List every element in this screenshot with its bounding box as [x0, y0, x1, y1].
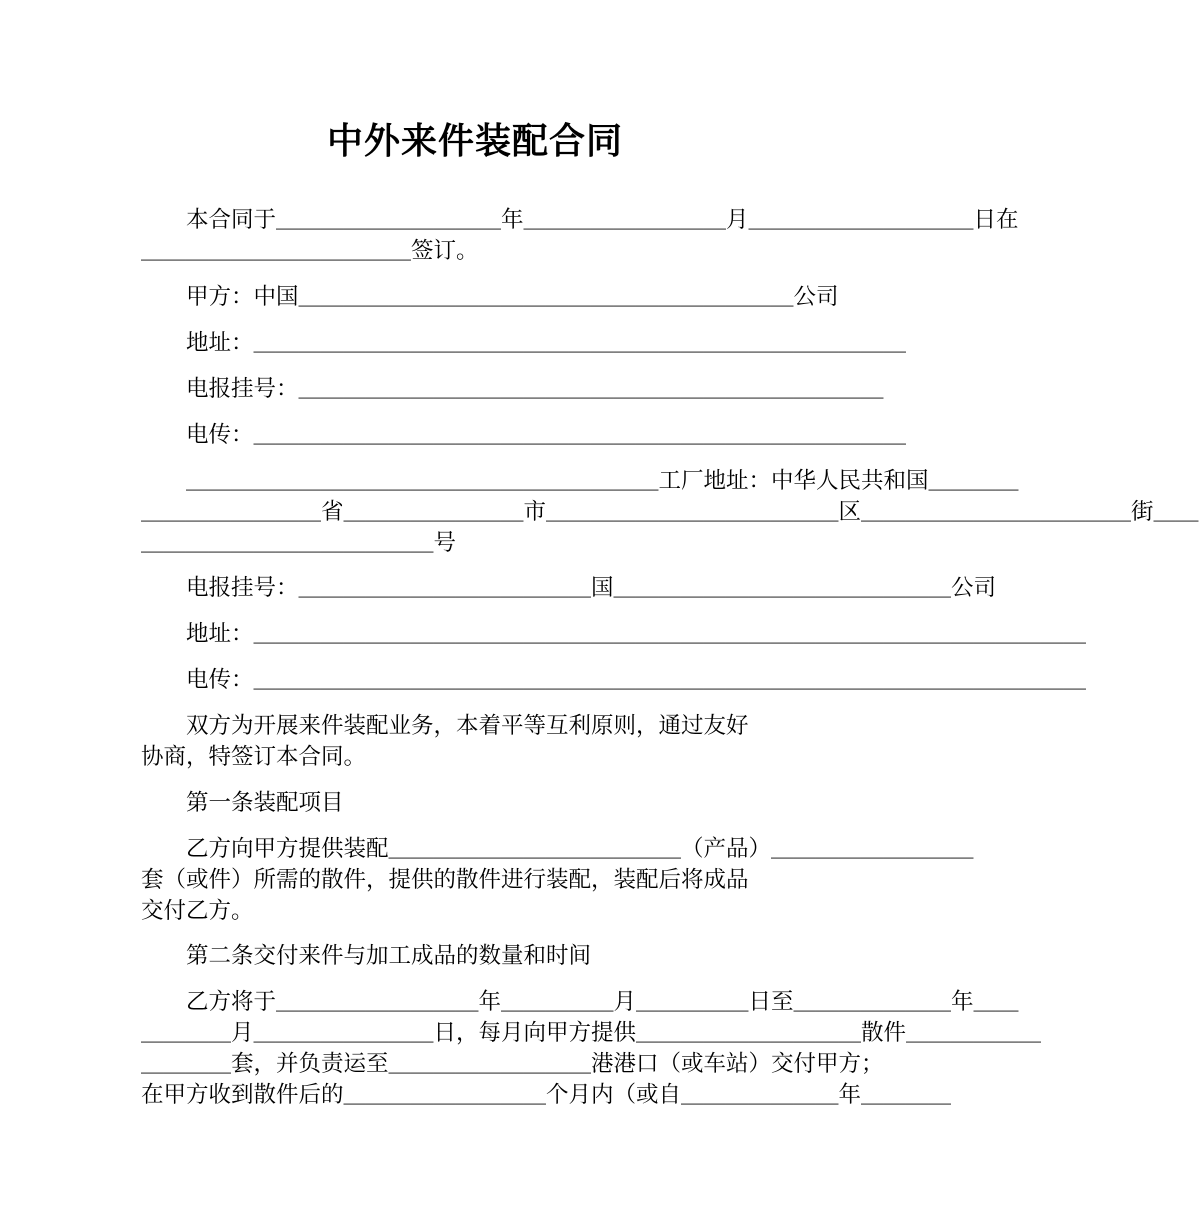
paragraph-line: 本合同于＿＿＿＿＿＿＿＿＿＿年＿＿＿＿＿＿＿＿＿月＿＿＿＿＿＿＿＿＿＿日在 — [141, 207, 1019, 233]
paragraph-line: 套（或件）所需的散件，提供的散件进行装配，装配后将成品 — [141, 867, 749, 893]
paragraph-line: 地址：＿＿＿＿＿＿＿＿＿＿＿＿＿＿＿＿＿＿＿＿＿＿＿＿＿＿＿＿＿＿＿＿＿＿＿＿＿ — [141, 621, 1087, 647]
paragraph-line: 乙方将于＿＿＿＿＿＿＿＿＿年＿＿＿＿＿月＿＿＿＿＿日至＿＿＿＿＿＿＿年＿＿ — [141, 989, 1019, 1015]
paragraph-line: 电报挂号：＿＿＿＿＿＿＿＿＿＿＿＿＿国＿＿＿＿＿＿＿＿＿＿＿＿＿＿＿公司 — [141, 575, 997, 601]
page-title: 中外来件装配合同 — [326, 121, 623, 162]
paragraph-line: ＿＿＿＿＿＿＿＿＿＿＿＿＿号 — [141, 530, 457, 556]
paragraph-line: 甲方：中国＿＿＿＿＿＿＿＿＿＿＿＿＿＿＿＿＿＿＿＿＿＿公司 — [141, 284, 839, 310]
section-heading: 第一条装配项目 — [141, 790, 344, 816]
paragraph-line: ＿＿＿＿月＿＿＿＿＿＿＿＿日，每月向甲方提供＿＿＿＿＿＿＿＿＿＿散件＿＿＿＿＿＿ — [141, 1020, 1042, 1046]
paragraph-line: 电传：＿＿＿＿＿＿＿＿＿＿＿＿＿＿＿＿＿＿＿＿＿＿＿＿＿＿＿＿＿＿＿＿＿＿＿＿＿ — [141, 667, 1087, 693]
paragraph-line: 电传：＿＿＿＿＿＿＿＿＿＿＿＿＿＿＿＿＿＿＿＿＿＿＿＿＿＿＿＿＿ — [141, 422, 907, 448]
section-heading: 第二条交付来件与加工成品的数量和时间 — [141, 943, 592, 969]
paragraph-line: 协商，特签订本合同。 — [141, 744, 367, 770]
paragraph-line: 交付乙方。 — [141, 898, 254, 924]
paragraph-line: ＿＿＿＿＿＿＿＿＿＿＿＿＿＿＿＿＿＿＿＿＿工厂地址：中华人民共和国＿＿＿＿ — [141, 468, 1019, 494]
paragraph-line: 地址：＿＿＿＿＿＿＿＿＿＿＿＿＿＿＿＿＿＿＿＿＿＿＿＿＿＿＿＿＿ — [141, 330, 907, 356]
paragraph-line: ＿＿＿＿＿＿＿＿＿＿＿＿签订。 — [141, 238, 479, 264]
paragraph-line: 乙方向甲方提供装配＿＿＿＿＿＿＿＿＿＿＿＿＿（产品）＿＿＿＿＿＿＿＿＿ — [141, 836, 974, 862]
paragraph-line: 双方为开展来件装配业务，本着平等互利原则，通过友好 — [141, 713, 749, 739]
paragraph-line: 在甲方收到散件后的＿＿＿＿＿＿＿＿＿个月内（或自＿＿＿＿＿＿＿年＿＿＿＿ — [141, 1082, 952, 1108]
paragraph-line: ＿＿＿＿＿＿＿＿省＿＿＿＿＿＿＿＿市＿＿＿＿＿＿＿＿＿＿＿＿＿区＿＿＿＿＿＿＿＿＿＿＿＿街＿＿ — [141, 499, 1199, 525]
paragraph-line: 电报挂号：＿＿＿＿＿＿＿＿＿＿＿＿＿＿＿＿＿＿＿＿＿＿＿＿＿＿ — [141, 376, 884, 402]
paragraph-line: ＿＿＿＿套，并负责运至＿＿＿＿＿＿＿＿＿港港口（或车站）交付甲方； — [141, 1051, 884, 1077]
